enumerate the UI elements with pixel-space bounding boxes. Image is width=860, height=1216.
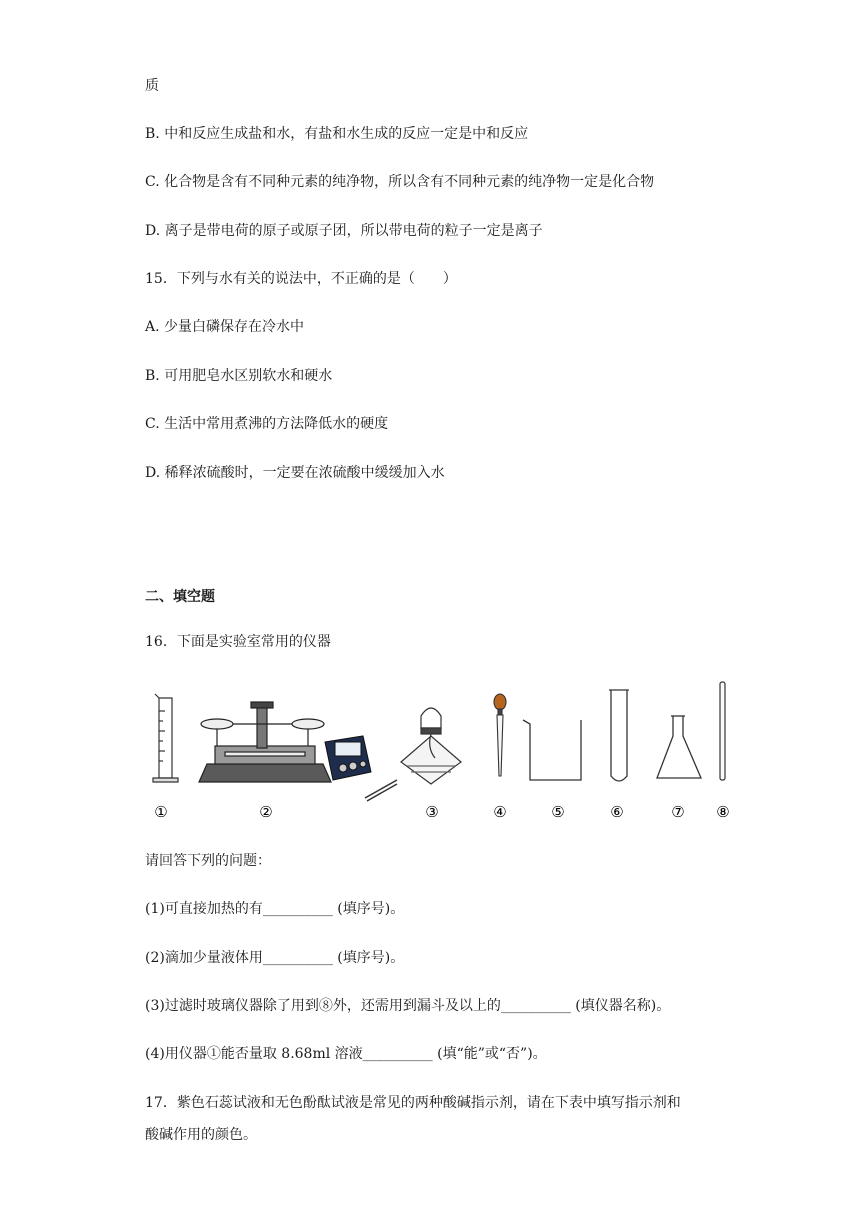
- balance-scale-icon: [199, 702, 331, 782]
- graduated-cylinder-icon: [153, 694, 178, 782]
- option-d: D. 离子是带电荷的原子或原子团，所以带电荷的粒子一定是离子: [145, 223, 543, 239]
- figure-label: ②: [259, 803, 273, 821]
- option-b: B. 中和反应生成盐和水，有盐和水生成的反应一定是中和反应: [145, 126, 529, 142]
- prompt-text: 请回答下列的问题：: [145, 853, 271, 869]
- conical-flask-icon: [657, 716, 701, 778]
- text-line: 质: [145, 78, 159, 94]
- section-heading: 二、填空题: [145, 589, 215, 605]
- figure-label: ④: [493, 803, 507, 821]
- figure-label: ⑦: [671, 803, 685, 821]
- option-c: C. 生活中常用煮沸的方法降低水的硬度: [145, 416, 389, 432]
- figure-label: ①: [154, 803, 168, 821]
- option-a: A. 少量白磷保存在冷水中: [145, 319, 305, 335]
- figure-label: ⑤: [551, 803, 565, 821]
- question-17: 17．紫色石蕊试液和无色酚酞试液是常见的两种酸碱指示剂，请在下表中填写指示剂和: [145, 1095, 681, 1111]
- sub-question-1: (1)可直接加热的有__________ (填序号)。: [145, 901, 405, 917]
- option-b: B. 可用肥皂水区别软水和硬水: [145, 368, 333, 384]
- question-16: 16．下面是实验室常用的仪器: [145, 634, 331, 650]
- weights-box-icon: [325, 736, 371, 780]
- option-d: D. 稀释浓硫酸时，一定要在浓硫酸中缓缓加入水: [145, 465, 445, 481]
- sub-question-2: (2)滴加少量液体用__________ (填序号)。: [145, 950, 405, 966]
- sub-question-4: (4)用仪器①能否量取 8.68ml 溶液__________ (填“能”或“否”)。: [145, 1046, 547, 1062]
- dropper-icon: [494, 694, 506, 776]
- beaker-icon: [523, 720, 581, 780]
- question-15: 15．下列与水有关的说法中，不正确的是（ ）: [145, 271, 457, 287]
- figure-label: ⑧: [716, 803, 730, 821]
- instruments-figure: [145, 676, 735, 826]
- figure-label: ⑥: [610, 803, 624, 821]
- figure-label: ③: [425, 803, 439, 821]
- tweezers-icon: [365, 780, 397, 801]
- option-c: C. 化合物是含有不同种元素的纯净物，所以含有不同种元素的纯净物一定是化合物: [145, 174, 655, 190]
- sub-question-3: (3)过滤时玻璃仪器除了用到⑧外，还需用到漏斗及以上的__________ (填仪器名称)。: [145, 998, 671, 1014]
- alcohol-lamp-icon: [401, 708, 461, 784]
- glass-rod-icon: [720, 682, 725, 780]
- question-17-cont: 酸碱作用的颜色。: [145, 1127, 257, 1143]
- test-tube-icon: [609, 690, 629, 781]
